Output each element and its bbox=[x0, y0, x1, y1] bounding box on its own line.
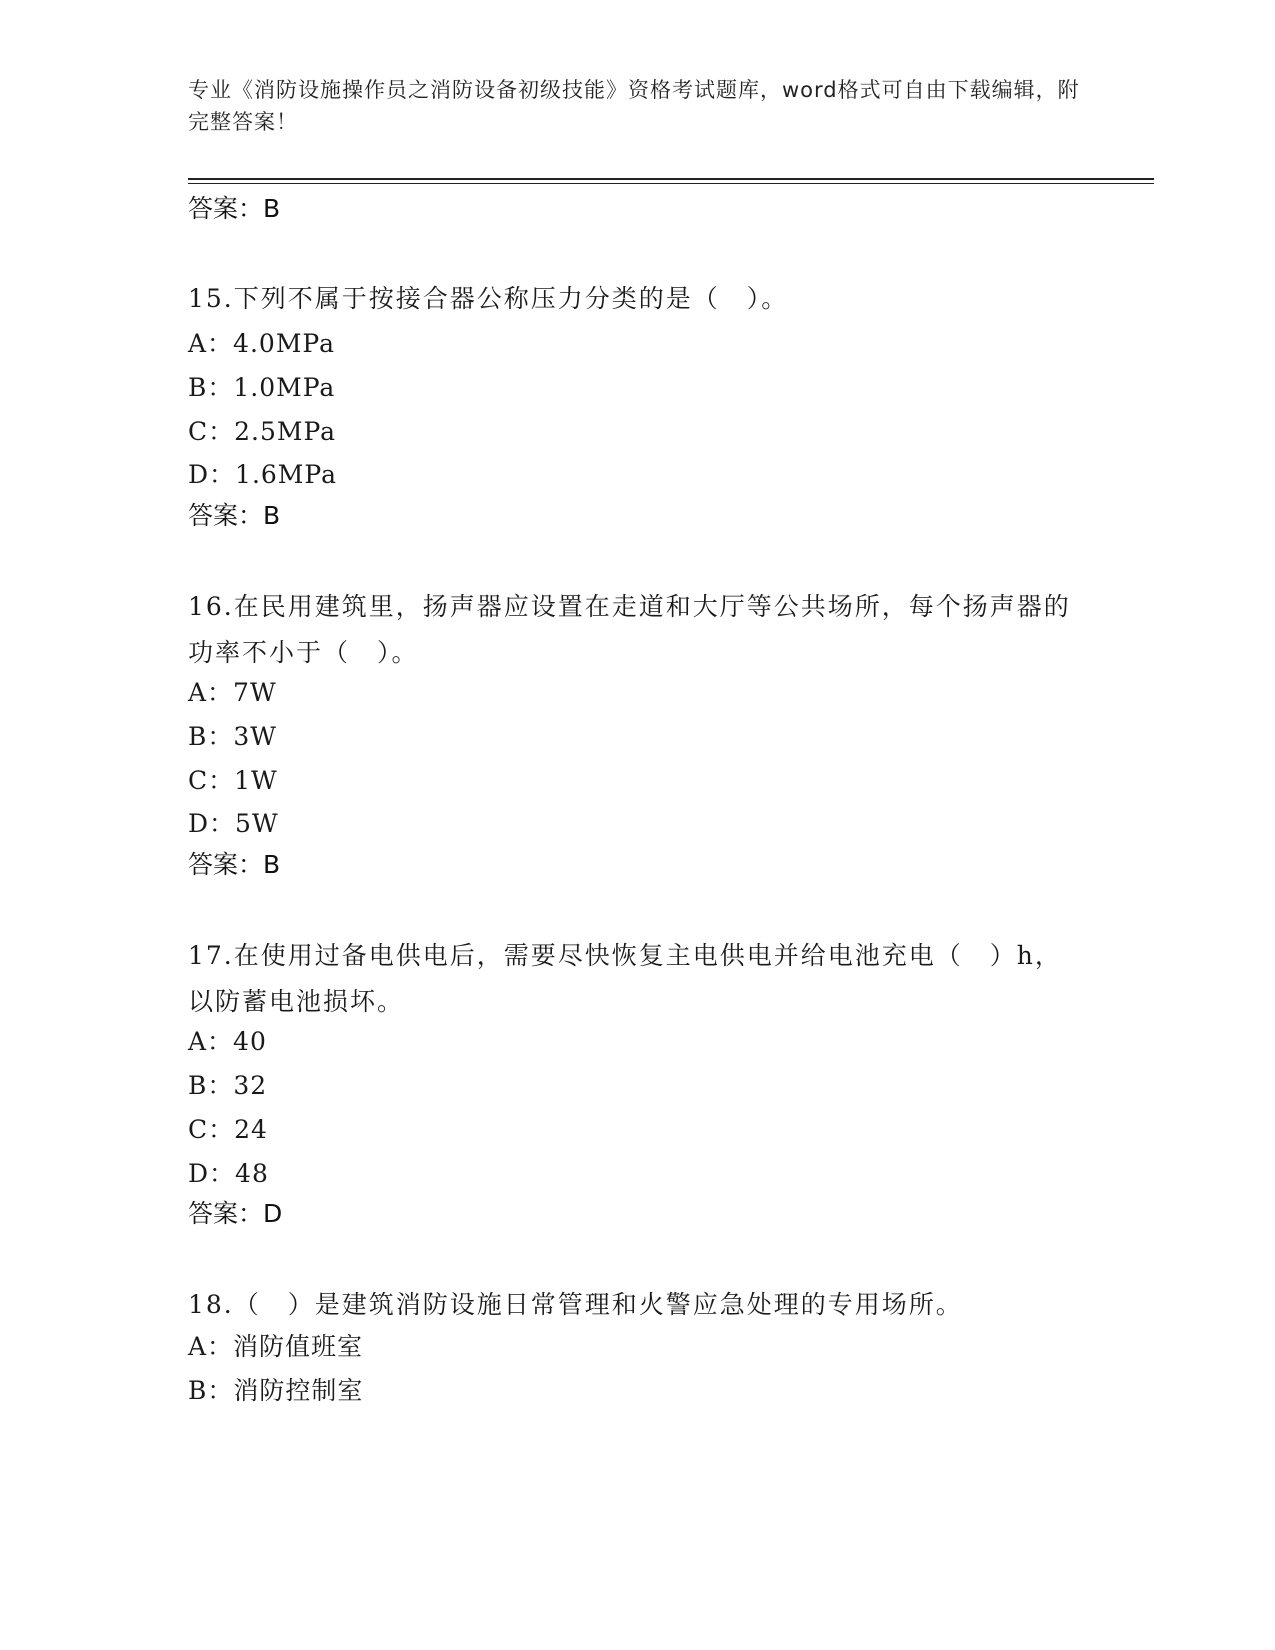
option-a: A：40 bbox=[188, 1027, 267, 1056]
question-stem: 16.在民用建筑里，扬声器应设置在走道和大厅等公共场所，每个扬声器的功率不小于（ ）。 bbox=[188, 592, 1071, 667]
header-divider bbox=[188, 178, 1154, 180]
option-b: B：消防控制室 bbox=[188, 1376, 364, 1405]
question-stem: 17.在使用过备电供电后，需要尽快恢复主电供电并给电池充电（ ）h，以防蓄电池损坏。 bbox=[188, 941, 1062, 1016]
header-divider-thin bbox=[188, 183, 1154, 184]
answer-line: 答案：B bbox=[188, 501, 281, 530]
option-a: A：4.0MPa bbox=[188, 329, 336, 358]
option-a: A：消防值班室 bbox=[188, 1332, 364, 1361]
option-b: B：32 bbox=[188, 1071, 268, 1100]
option-d: D：5W bbox=[188, 809, 279, 838]
answer-line: 答案：D bbox=[188, 1199, 283, 1228]
question-stem: 18.（ ）是建筑消防设施日常管理和火警应急处理的专用场所。 bbox=[188, 1290, 963, 1319]
option-a: A：7W bbox=[188, 678, 277, 707]
option-b: B：3W bbox=[188, 722, 277, 751]
option-c: C：2.5MPa bbox=[188, 417, 337, 446]
option-c: C：1W bbox=[188, 766, 278, 795]
question-stem: 15.下列不属于按接合器公称压力分类的是（ ）。 bbox=[188, 284, 789, 313]
answer-line: 答案：B bbox=[188, 850, 281, 879]
option-d: D：48 bbox=[188, 1159, 269, 1188]
option-b: B：1.0MPa bbox=[188, 373, 336, 402]
option-d: D：1.6MPa bbox=[188, 460, 338, 489]
page-header: 专业《消防设施操作员之消防设备初级技能》资格考试题库，word格式可自由下载编辑，附完整答案！ bbox=[188, 78, 1080, 134]
answer-line: 答案：B bbox=[188, 194, 281, 223]
option-c: C：24 bbox=[188, 1115, 268, 1144]
